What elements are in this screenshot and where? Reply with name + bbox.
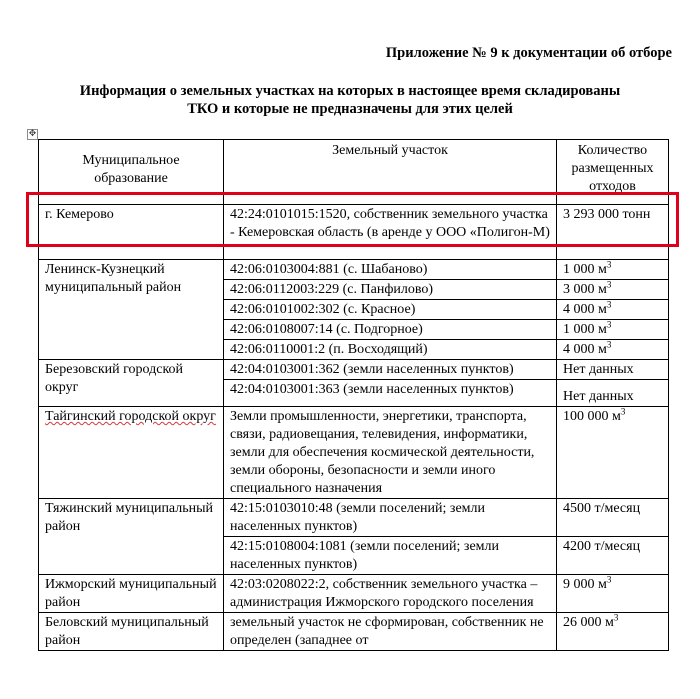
table-move-handle-icon[interactable]: ✥	[28, 129, 37, 139]
cell-land-plot: 42:04:0103001:363 (земли населенных пунктов)	[224, 380, 557, 407]
title-line-2: ТКО и которые не предназначены для этих целей	[187, 101, 513, 117]
cell-municipality: Тяжинский муниципальный район	[39, 499, 224, 575]
appendix-label: Приложение № 9 к документации об отборе	[385, 45, 672, 61]
cell-land-plot: 42:06:0108007:14 (с. Подгорное)	[224, 320, 557, 340]
cell-municipality: Березовский городской округ	[39, 360, 224, 407]
header-waste-amount: Количество размещенных отходов	[557, 140, 669, 205]
cell-land-plot: 42:04:0103001:362 (земли населенных пунктов)	[224, 360, 557, 380]
cell-land-plot: 42:15:0108004:1081 (земли поселений; земли населенных пунктов)	[224, 537, 557, 575]
cell-municipality: Беловский муниципальный район	[39, 613, 224, 651]
cell-amount: 1 000 $м^3$	[557, 260, 669, 280]
cell-amount: 100 000 $м^3$	[557, 407, 669, 499]
cell-amount: Нет данных	[557, 380, 669, 407]
cell-amount: 1 000 $м^3$	[557, 320, 669, 340]
cell-amount: 3 000 $м^3$	[557, 280, 669, 300]
cell-municipality: Ижморский муниципальный район	[39, 575, 224, 613]
cell-land-plot: 42:24:0101015:1520, собственник земельного участка - Кемеровская область (в аренде у ООО «Полигон-М)	[224, 205, 557, 260]
table-row	[39, 407, 669, 499]
cell-amount: 26 000 $м^3$	[557, 613, 669, 651]
cell-amount: 3 293 000 тонн	[557, 205, 669, 260]
header-municipality: Муниципальное образование	[39, 140, 224, 205]
cell-land-plot: Земли промышленности, энергетики, транспорта, связи, радиовещания, телевидения, информатики, земли для обеспечения космической деятельности, земли обороны, безопасности и земли иного специального назначения	[224, 407, 557, 499]
cell-amount: 4200 т/месяц	[557, 537, 669, 575]
table-row	[39, 360, 669, 380]
cell-amount: 4500 т/месяц	[557, 499, 669, 537]
table-row	[39, 205, 669, 260]
land-plots-table	[38, 139, 669, 651]
cell-amount: Нет данных	[557, 360, 669, 380]
header-land-plot: Земельный участок	[224, 140, 557, 205]
table-header-row	[39, 140, 669, 205]
cell-amount: 4 000 $м^3$	[557, 340, 669, 360]
cell-land-plot: 42:06:0103004:881 (с. Шабаново)	[224, 260, 557, 280]
cell-land-plot: земельный участок не сформирован, собственник не определен (западнее от	[224, 613, 557, 651]
cell-land-plot: 42:03:0208022:2, собственник земельного участка – администрация Ижморского городского поселения	[224, 575, 557, 613]
title-line-1: Информация о земельных участках на которых в настоящее время складированы	[79, 83, 621, 99]
cell-land-plot: 42:06:0112003:229 (с. Панфилово)	[224, 280, 557, 300]
cell-municipality: г. Кемерово	[39, 205, 224, 260]
cell-municipality: Тайгинский городской округ	[39, 407, 224, 499]
cell-land-plot: 42:06:0110001:2 (п. Восходящий)	[224, 340, 557, 360]
cell-land-plot: 42:15:0103010:48 (земли поселений; земли населенных пунктов)	[224, 499, 557, 537]
table-row	[39, 575, 669, 613]
table-row	[39, 260, 669, 280]
cell-amount: 4 000 $м^3$	[557, 300, 669, 320]
table-row	[39, 613, 669, 651]
cell-amount: 9 000 $м^3$	[557, 575, 669, 613]
cell-land-plot: 42:06:0101002:302 (с. Красное)	[224, 300, 557, 320]
document-title	[30, 82, 670, 118]
table-row	[39, 499, 669, 537]
cell-municipality: Ленинск-Кузнецкий муниципальный район	[39, 260, 224, 360]
